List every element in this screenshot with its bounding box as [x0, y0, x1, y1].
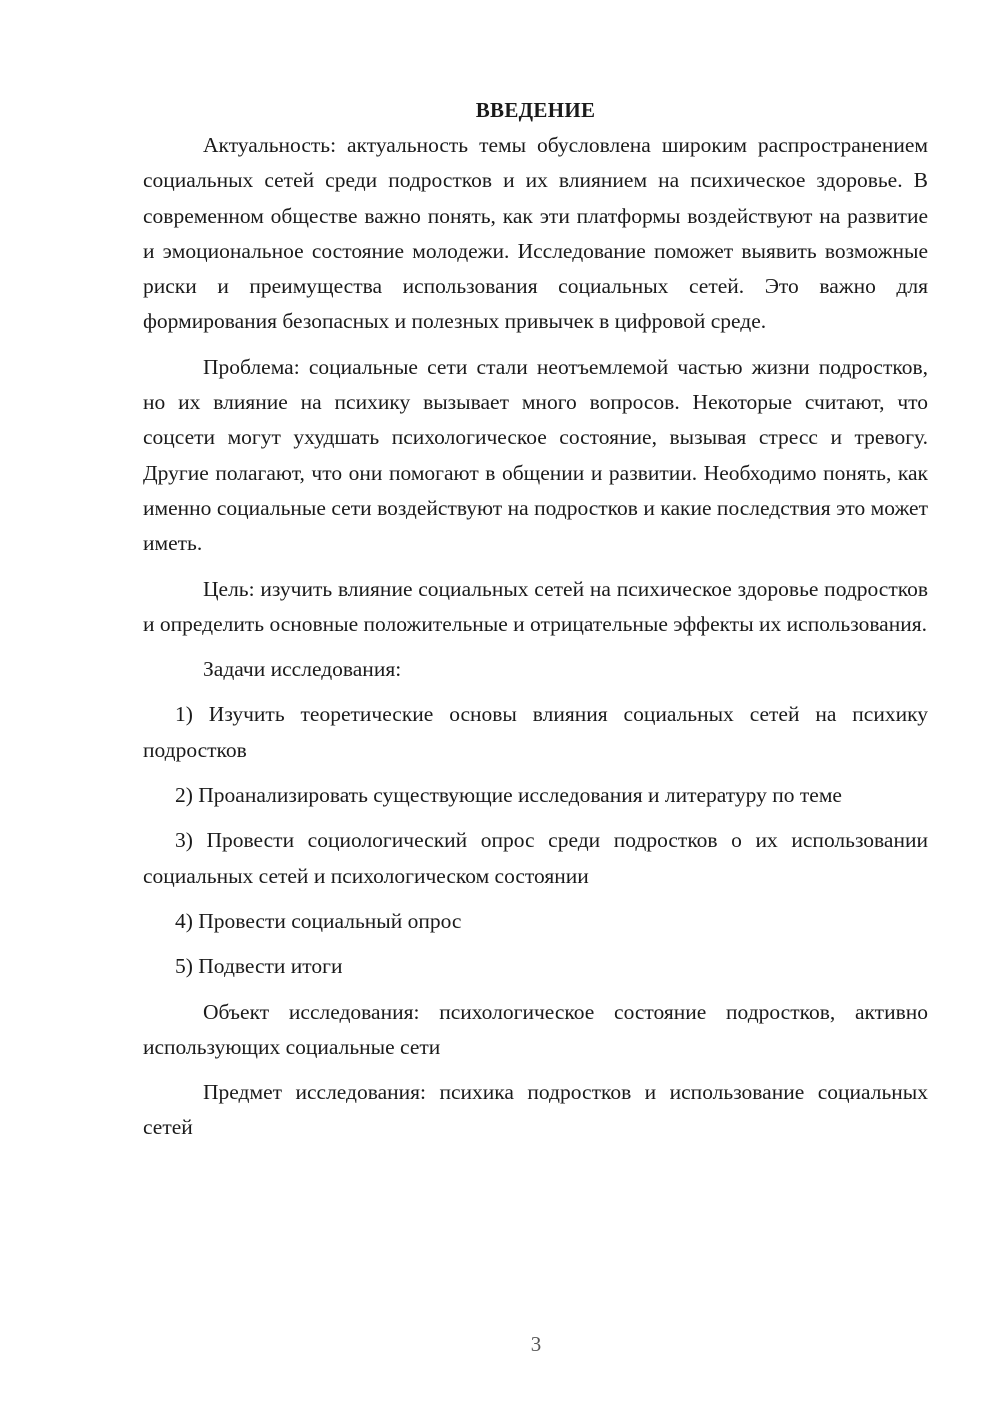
- task-item-5: 5) Подвести итоги: [175, 954, 343, 979]
- task-item-4: 4) Провести социальный опрос: [175, 908, 462, 933]
- object-paragraph: Объект исследования: психологическое состояние подростков, активно использующих социальные сети: [143, 999, 928, 1059]
- problem-paragraph: Проблема: социальные сети стали неотъемлемой частью жизни подростков, но их влияние на психику вызывает много вопросов. Некоторые считают, что соцсети могут ухудшать психологическое состояние, вызывая стресс и тревогу. Другие полагают, что они помогают в общении и развитии. Необходимо понять, как именно социальные сети воздействуют на подростков и какие последствия это может иметь.: [143, 354, 928, 556]
- page-title: ВВЕДЕНИЕ: [475, 98, 596, 122]
- goal-paragraph: Цель: изучить влияние социальных сетей на психическое здоровье подростков и определить основные положительные и отрицательные эффекты их использования.: [143, 576, 928, 636]
- task-item-2: 2) Проанализировать существующие исследования и литературу по теме: [175, 783, 842, 808]
- task-item-1: 1) Изучить теоретические основы влияния социальных сетей на психику подростков: [143, 702, 928, 762]
- tasks-heading: Задачи исследования:: [203, 657, 402, 682]
- page-number: 3: [530, 1332, 542, 1356]
- document-body: [143, 93, 928, 1156]
- task-item-3: 3) Провести социологический опрос среди подростков о их использовании социальных сетей и психологическом состоянии: [143, 828, 928, 888]
- relevance-paragraph: Актуальность: актуальность темы обусловлена широким распространением социальных сетей среди подростков и их влиянием на психическое здоровье. В современном обществе важно понять, как эти платформы воздействуют на развитие и эмоциональное состояние молодежи. Исследование поможет выявить возможные риски и преимущества использования социальных сетей. Это важно для формирования безопасных и полезных привычек в цифровой среде.: [143, 133, 928, 334]
- subject-paragraph: Предмет исследования: психика подростков и использование социальных сетей: [143, 1080, 928, 1140]
